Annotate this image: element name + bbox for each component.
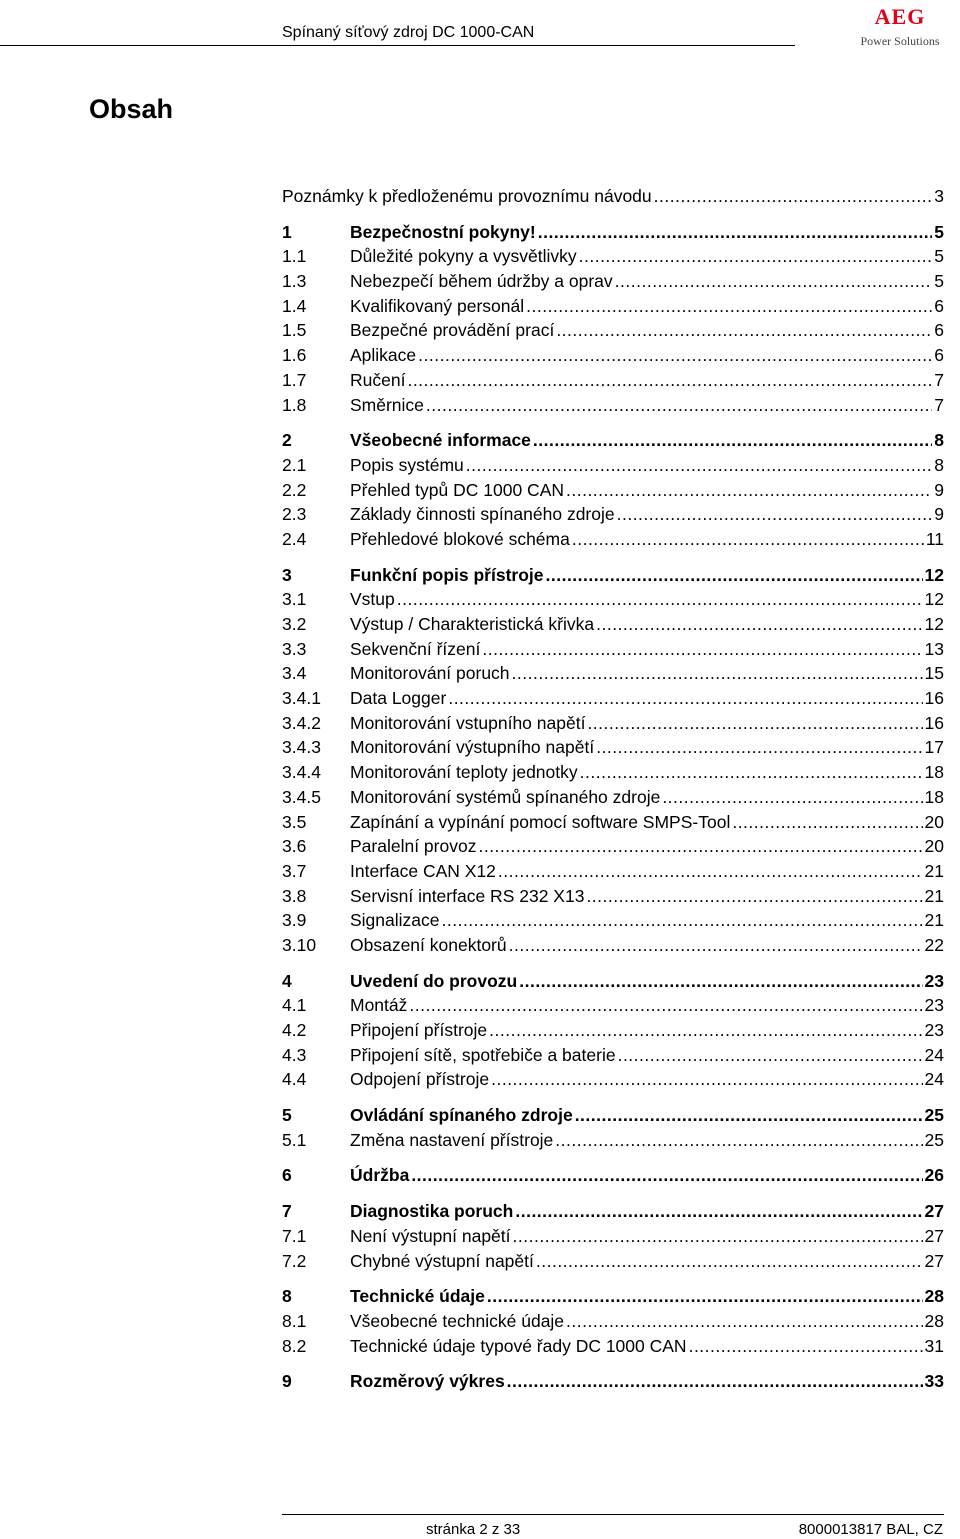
toc-leader-dots xyxy=(689,1334,923,1359)
toc-entry-title: Ovládání spínaného zdroje xyxy=(350,1105,573,1126)
toc-entry-title: Popis systému xyxy=(350,454,464,475)
toc-entry-number: 8.2 xyxy=(282,1335,307,1356)
toc-entry-number: 3.6 xyxy=(282,836,307,857)
toc-entry-number: 9 xyxy=(282,1371,292,1392)
toc-leader-dots xyxy=(566,478,932,503)
toc-entry-title: Poznámky k předloženému provoznímu návodu xyxy=(282,186,652,206)
toc-entry-number: 3.4.2 xyxy=(282,712,321,733)
toc-leader-dots xyxy=(411,1163,922,1188)
toc-entry-page: 12 xyxy=(924,589,944,610)
toc-entry-number: 3.8 xyxy=(282,885,307,906)
toc-leader-dots xyxy=(418,343,932,368)
toc-entry-page: 24 xyxy=(924,1069,944,1090)
toc-entry[interactable] xyxy=(282,269,944,294)
toc-entry-page: 7 xyxy=(934,369,944,390)
toc-leader-dots xyxy=(586,884,922,909)
toc-entry-page: 6 xyxy=(934,320,944,341)
toc-leader-dots xyxy=(482,637,922,662)
toc-entry[interactable] xyxy=(282,908,944,933)
toc-entry-number: 1.4 xyxy=(282,295,307,316)
toc-leader-dots xyxy=(555,1128,922,1153)
toc-leader-dots xyxy=(448,686,922,711)
toc-entry-title: Chybné výstupní napětí xyxy=(350,1250,534,1271)
toc-entry[interactable] xyxy=(282,527,944,552)
toc-entry-number: 3.2 xyxy=(282,614,307,634)
toc-entry-title: Ručení xyxy=(350,369,406,390)
toc-entry-title: Připojení přístroje xyxy=(350,1020,488,1040)
toc-entry-title: Změna nastavení přístroje xyxy=(350,1129,554,1150)
toc-entry-page: 25 xyxy=(924,1129,944,1150)
toc-leader-dots xyxy=(513,1224,923,1249)
aeg-logo xyxy=(845,4,955,48)
toc-entry-title: Důležité pokyny a vysvětlivky xyxy=(350,246,577,267)
toc-entry[interactable] xyxy=(282,637,944,662)
toc-leader-dots xyxy=(489,1018,922,1043)
toc-entry[interactable] xyxy=(282,502,944,527)
toc-entry[interactable] xyxy=(282,294,944,319)
toc-chapter-entry[interactable] xyxy=(282,1163,944,1188)
toc-leader-dots xyxy=(618,1043,923,1068)
toc-entry-title: Přehledové blokové schéma xyxy=(350,528,570,549)
toc-entry-page: 23 xyxy=(924,970,944,991)
toc-entry-page: 3 xyxy=(934,186,944,206)
toc-leader-dots xyxy=(536,1249,923,1274)
toc-entry-title: Základy činnosti spínaného zdroje xyxy=(350,504,615,525)
toc-entry-page: 18 xyxy=(924,762,944,783)
toc-entry-number: 3.4.4 xyxy=(282,762,321,783)
page-number: stránka 2 z 33 xyxy=(426,1521,521,1538)
toc-leader-dots xyxy=(491,1067,922,1092)
toc-entry-page: 6 xyxy=(934,345,944,366)
toc-leader-dots xyxy=(409,993,922,1018)
toc-entry-title: Monitorování systémů spínaného zdroje xyxy=(350,786,661,807)
toc-entry-title: Údržba xyxy=(350,1165,410,1186)
toc-entry-number: 3.4.5 xyxy=(282,786,321,807)
toc-entry-page: 16 xyxy=(924,688,944,709)
toc-entry[interactable] xyxy=(282,735,944,760)
toc-entry-page: 9 xyxy=(934,479,944,500)
toc-entry-page: 6 xyxy=(934,295,944,316)
toc-entry-number: 3.4 xyxy=(282,663,307,684)
toc-entry[interactable] xyxy=(282,993,944,1018)
toc-entry-page: 9 xyxy=(934,504,944,525)
toc-entry[interactable] xyxy=(282,343,944,368)
toc-chapter-entry[interactable] xyxy=(282,563,944,588)
toc-entry[interactable] xyxy=(282,1018,944,1043)
toc-leader-dots xyxy=(556,318,932,343)
toc-entry-page: 28 xyxy=(924,1310,944,1331)
toc-entry-page: 27 xyxy=(924,1201,944,1222)
toc-chapter-entry[interactable] xyxy=(282,220,944,245)
toc-entry[interactable] xyxy=(282,686,944,711)
toc-entry[interactable] xyxy=(282,760,944,785)
toc-entry-title: Servisní interface RS 232 X13 xyxy=(350,885,585,906)
toc-entry-number: 5.1 xyxy=(282,1129,307,1150)
toc-entry-title: Paralelní provoz xyxy=(350,836,477,857)
toc-chapter-entry[interactable] xyxy=(282,1199,944,1224)
toc-entry[interactable] xyxy=(282,933,944,958)
toc-entry-number: 3.5 xyxy=(282,811,307,832)
toc-entry-number: 3.4.1 xyxy=(282,688,321,709)
toc-leader-dots xyxy=(478,834,922,859)
toc-entry-number: 4 xyxy=(282,970,292,991)
toc-leader-dots xyxy=(509,933,923,958)
toc-leader-dots xyxy=(442,908,923,933)
toc-entry-title: Monitorování teploty jednotky xyxy=(350,762,578,783)
toc-entry[interactable] xyxy=(282,1334,944,1359)
toc-entry-title: Výstup / Charakteristická křivka xyxy=(350,614,595,634)
toc-entry-title: Vstup xyxy=(350,589,395,610)
toc-entry-page: 12 xyxy=(924,564,944,585)
toc-entry-number: 1.8 xyxy=(282,394,307,415)
toc-chapter-entry[interactable] xyxy=(282,1369,944,1394)
toc-entry[interactable] xyxy=(282,612,944,637)
toc-entry-number: 1 xyxy=(282,221,292,242)
toc-entry-page: 27 xyxy=(924,1250,944,1271)
toc-leader-dots xyxy=(498,859,923,884)
toc-entry-page: 28 xyxy=(924,1286,944,1307)
toc-entry-title: Zapínání a vypínání pomocí software SMPS-Tool xyxy=(350,811,731,832)
toc-entry[interactable] xyxy=(282,1224,944,1249)
toc-leader-dots xyxy=(654,184,933,209)
toc-entry-page: 31 xyxy=(924,1335,944,1356)
toc-entry[interactable] xyxy=(282,785,944,810)
toc-leader-dots xyxy=(580,760,923,785)
toc-entry-number: 1.3 xyxy=(282,271,307,292)
toc-chapter-entry[interactable] xyxy=(282,428,944,453)
toc-entry-page: 11 xyxy=(925,528,944,549)
toc-entry-number: 3.9 xyxy=(282,910,307,931)
toc-entry-number: 7.1 xyxy=(282,1225,307,1246)
toc-entry-page: 20 xyxy=(924,811,944,832)
toc-leader-dots xyxy=(426,393,932,418)
toc-entry[interactable] xyxy=(282,1067,944,1092)
toc-entry-title: Všeobecné technické údaje xyxy=(350,1310,565,1331)
toc-entry[interactable] xyxy=(282,478,944,503)
toc-leader-dots xyxy=(515,1199,922,1224)
toc-entry-number: 7.2 xyxy=(282,1250,307,1271)
toc-entry-page: 21 xyxy=(924,885,944,906)
toc-entry[interactable] xyxy=(282,587,944,612)
logo-subtitle: Power Solutions xyxy=(860,34,940,48)
toc-entry-page: 18 xyxy=(924,786,944,807)
toc-entry-page: 5 xyxy=(934,246,944,267)
toc-leader-dots xyxy=(487,1284,923,1309)
toc-leader-dots xyxy=(546,563,923,588)
toc-leader-dots xyxy=(407,368,932,393)
toc-entry-title: Bezpečné provádění prací xyxy=(350,320,555,341)
toc-leader-dots xyxy=(587,711,922,736)
toc-entry-title: Diagnostika poruch xyxy=(350,1201,514,1222)
toc-entry-number: 3.1 xyxy=(282,589,307,610)
toc-entry-page: 23 xyxy=(924,1020,944,1040)
toc-entry[interactable] xyxy=(282,368,944,393)
toc-entry[interactable] xyxy=(282,661,944,686)
toc-entry-page: 22 xyxy=(924,934,944,955)
toc-entry-number: 2.4 xyxy=(282,528,307,549)
toc-leader-dots xyxy=(533,428,932,453)
toc-entry-page: 25 xyxy=(924,1105,944,1126)
toc-entry[interactable] xyxy=(282,859,944,884)
toc-entry-number: 1.6 xyxy=(282,345,307,366)
toc-entry-page: 20 xyxy=(924,836,944,857)
toc-entry-title: Přehled typů DC 1000 CAN xyxy=(350,479,564,500)
toc-entry-number: 8.1 xyxy=(282,1310,307,1331)
toc-entry-page: 17 xyxy=(924,737,944,758)
toc-entry-page: 13 xyxy=(924,638,944,659)
toc-entry-title: Monitorování výstupního napětí xyxy=(350,737,595,758)
toc-entry-number: 3 xyxy=(282,564,292,585)
toc-entry-number: 1.5 xyxy=(282,320,307,341)
toc-entry-title: Technické údaje typové řady DC 1000 CAN xyxy=(350,1335,687,1356)
toc-entry-page: 21 xyxy=(924,910,944,931)
toc-entry-page: 27 xyxy=(924,1225,944,1246)
toc-entry[interactable] xyxy=(282,1043,944,1068)
header-divider xyxy=(0,45,795,46)
toc-entry-title: Montáž xyxy=(350,995,408,1016)
toc-entry-number: 2 xyxy=(282,430,292,451)
toc-leader-dots xyxy=(572,527,924,552)
toc-entry-number: 2.3 xyxy=(282,504,307,525)
toc-leader-dots xyxy=(596,735,922,760)
toc-entry-title: Data Logger xyxy=(350,688,447,709)
toc-entry-page: 5 xyxy=(934,271,944,292)
toc-leader-dots xyxy=(596,612,922,637)
toc-entry-title: Monitorování poruch xyxy=(350,663,510,684)
toc-entry-page: 26 xyxy=(924,1165,944,1186)
toc-entry-number: 4.2 xyxy=(282,1020,307,1040)
toc-entry-title: Odpojení přístroje xyxy=(350,1069,490,1090)
toc-entry[interactable] xyxy=(282,318,944,343)
toc-entry-page: 7 xyxy=(934,394,944,415)
toc-leader-dots xyxy=(732,810,922,835)
toc-entry-page: 12 xyxy=(924,614,944,634)
toc-chapter-entry[interactable] xyxy=(282,969,944,994)
toc-entry-title: Nebezpečí během údržby a oprav xyxy=(350,271,613,292)
toc-entry[interactable] xyxy=(282,244,944,269)
toc-entry[interactable] xyxy=(282,834,944,859)
toc-leader-dots xyxy=(575,1103,923,1128)
toc-entry-page: 21 xyxy=(924,860,944,881)
toc-entry-number: 4.4 xyxy=(282,1069,307,1090)
toc-entry[interactable] xyxy=(282,711,944,736)
toc-leader-dots xyxy=(566,1309,922,1334)
toc-entry[interactable] xyxy=(282,1128,944,1153)
toc-entry-title: Směrnice xyxy=(350,394,424,415)
toc-entry-number: 3.10 xyxy=(282,934,317,955)
toc-leader-dots xyxy=(507,1369,923,1394)
toc-entry-number: 2.2 xyxy=(282,479,307,500)
toc-entry-title: Není výstupní napětí xyxy=(350,1225,511,1246)
toc-entry-page: 8 xyxy=(934,454,944,475)
document-title: Spínaný síťový zdroj DC 1000-CAN xyxy=(282,24,535,41)
toc-leader-dots xyxy=(512,661,923,686)
toc-entry-number: 8 xyxy=(282,1286,292,1307)
toc-leader-dots xyxy=(579,244,933,269)
toc-entry[interactable] xyxy=(282,884,944,909)
toc-entry[interactable] xyxy=(282,393,944,418)
toc-entry-number: 4.3 xyxy=(282,1044,307,1065)
toc-entry[interactable] xyxy=(282,184,944,209)
toc-entry-page: 5 xyxy=(934,221,944,242)
toc-entry-title: Kvalifikovaný personál xyxy=(350,295,525,316)
toc-entry-page: 23 xyxy=(924,995,944,1016)
toc-entry-page: 24 xyxy=(924,1044,944,1065)
toc-entry-number: 7 xyxy=(282,1201,292,1222)
toc-entry-title: Všeobecné informace xyxy=(350,430,531,451)
toc-leader-dots xyxy=(397,587,923,612)
toc-entry-number: 6 xyxy=(282,1165,292,1186)
toc-entry[interactable] xyxy=(282,1249,944,1274)
toc-leader-dots xyxy=(526,294,932,319)
toc-leader-dots xyxy=(519,969,922,994)
toc-entry[interactable] xyxy=(282,1309,944,1334)
toc-entry-title: Interface CAN X12 xyxy=(350,860,496,881)
table-of-contents xyxy=(282,184,944,1394)
toc-entry-page: 15 xyxy=(924,663,944,684)
toc-entry-title: Aplikace xyxy=(350,345,417,366)
document-id: 8000013817 BAL, CZ xyxy=(798,1521,943,1538)
toc-entry-page: 16 xyxy=(924,712,944,733)
toc-entry-title: Funkční popis přístroje xyxy=(350,564,544,585)
toc-entry-title: Rozměrový výkres xyxy=(350,1371,505,1392)
toc-entry-title: Monitorování vstupního napětí xyxy=(350,712,586,733)
toc-entry-title: Technické údaje xyxy=(350,1286,485,1307)
toc-leader-dots xyxy=(615,269,933,294)
logo-mark: AEG xyxy=(874,4,926,29)
toc-entry-number: 3.7 xyxy=(282,860,307,881)
footer-divider xyxy=(282,1514,944,1515)
toc-entry-number: 3.3 xyxy=(282,638,307,659)
toc-entry-page: 8 xyxy=(934,430,944,451)
toc-entry-number: 4.1 xyxy=(282,995,307,1016)
toc-entry-number: 2.1 xyxy=(282,454,307,475)
toc-entry-title: Sekvenční řízení xyxy=(350,638,481,659)
toc-entry-number: 5 xyxy=(282,1105,292,1126)
toc-entry-number: 3.4.3 xyxy=(282,737,321,758)
toc-entry-number: 1.7 xyxy=(282,369,307,390)
toc-chapter-entry[interactable] xyxy=(282,1103,944,1128)
toc-chapter-entry[interactable] xyxy=(282,1284,944,1309)
toc-leader-dots xyxy=(617,502,933,527)
toc-entry-title: Signalizace xyxy=(350,910,440,931)
toc-entry-title: Bezpečnostní pokyny! xyxy=(350,221,536,242)
toc-entry-title: Uvedení do provozu xyxy=(350,970,518,991)
toc-entry[interactable] xyxy=(282,810,944,835)
toc-leader-dots xyxy=(538,220,933,245)
toc-entry-title: Připojení sítě, spotřebiče a baterie xyxy=(350,1044,616,1065)
toc-entry-title: Obsazení konektorů xyxy=(350,934,507,955)
toc-leader-dots xyxy=(466,453,932,478)
toc-entry[interactable] xyxy=(282,453,944,478)
toc-entry-page: 33 xyxy=(924,1371,944,1392)
toc-entry-number: 1.1 xyxy=(282,246,307,267)
page-title: Obsah xyxy=(89,94,174,124)
toc-leader-dots xyxy=(662,785,922,810)
